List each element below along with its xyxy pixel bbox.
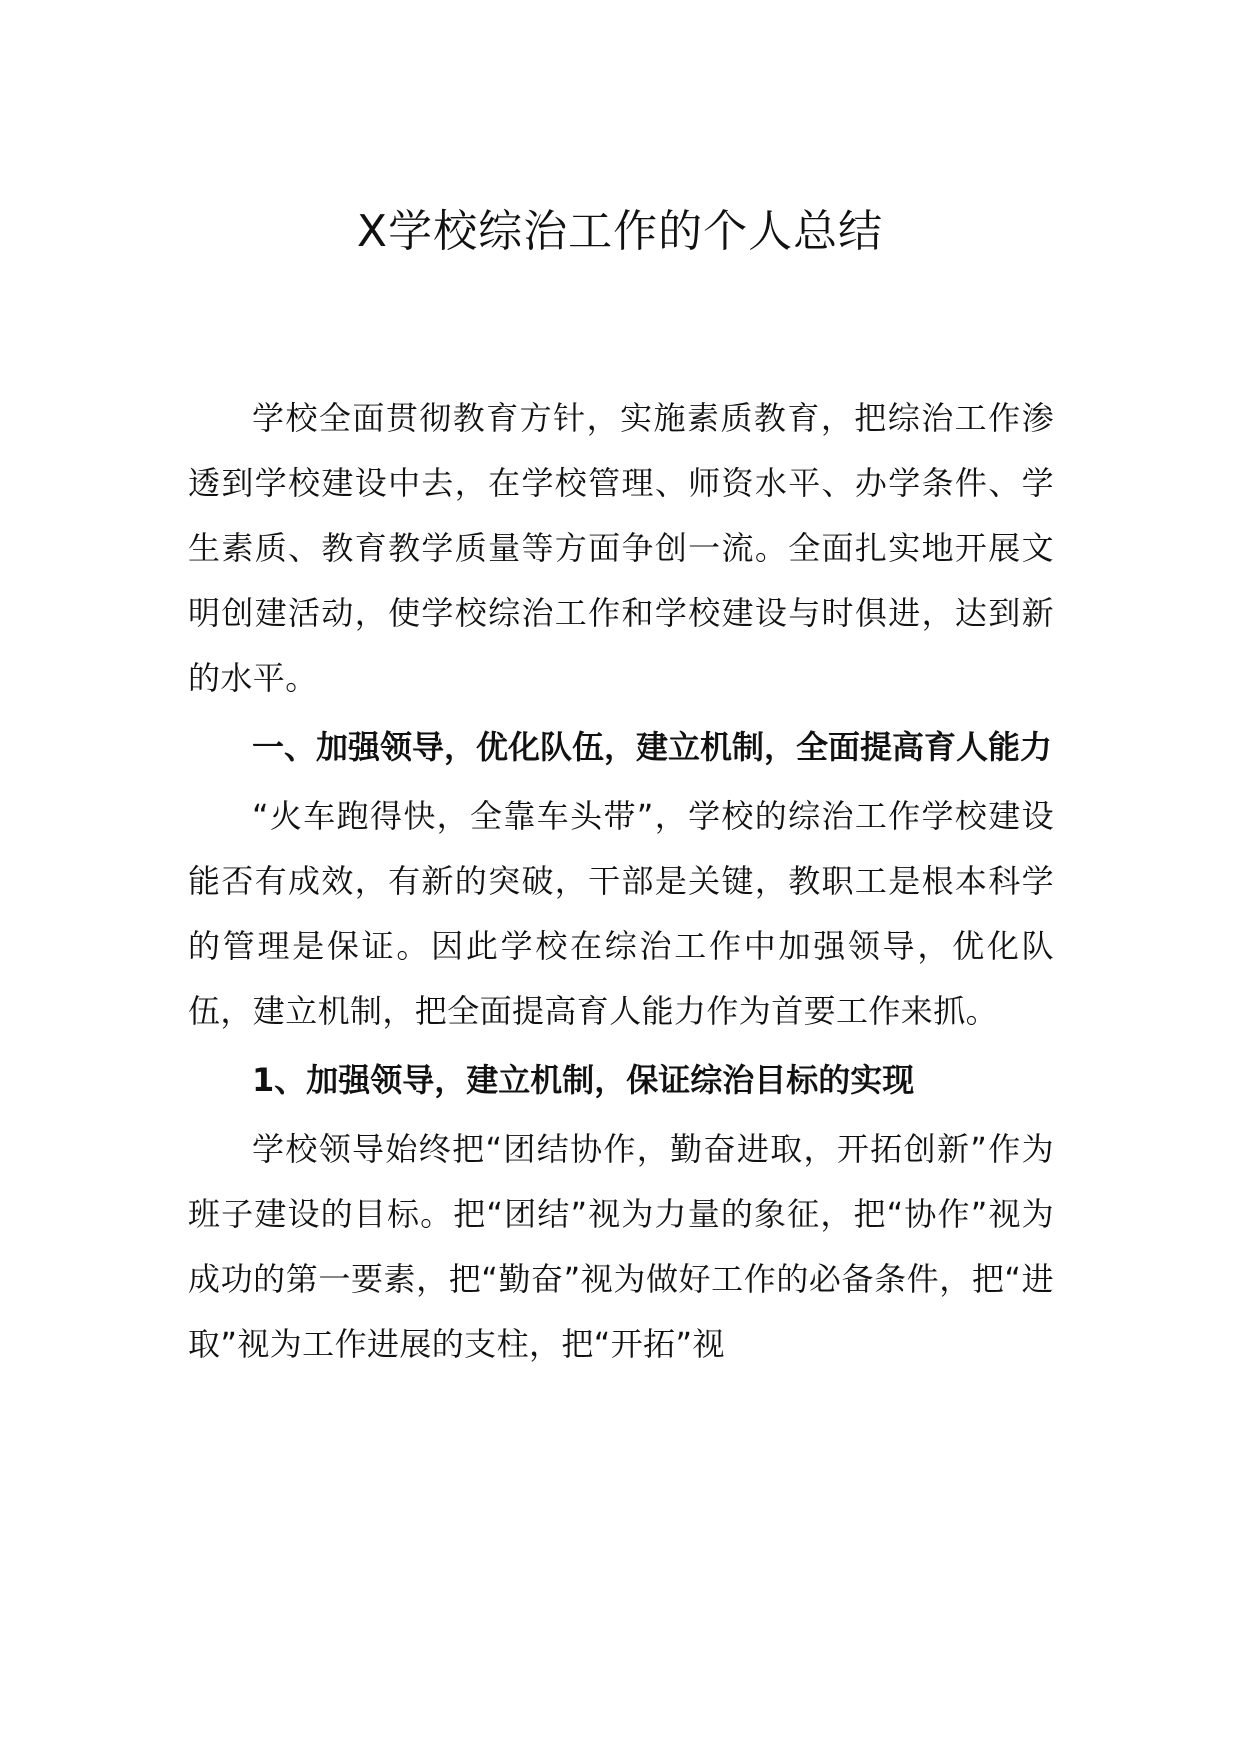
document-title: X学校综治工作的个人总结	[356, 206, 884, 257]
intro-paragraph: 学校全面贯彻教育方针，实施素质教育，把综治工作渗透到学校建设中去，在学校管理、师资水平、办学条件、学生素质、教育教学质量等方面争创一流。全面扎实地开展文明创建活动，使学校综治工作和学校建设与时俱进，达到新的水平。	[188, 399, 1054, 697]
section-1-paragraph: “火车跑得快，全靠车头带”，学校的综治工作学校建设能否有成效，有新的突破，干部是关键，教职工是根本科学的管理是保证。因此学校在综治工作中加强领导，优化队伍，建立机制，把全面提高育人能力作为首要工作来抓。	[188, 797, 1054, 1030]
section-heading-1: 一、加强领导，优化队伍，建立机制，全面提高育人能力	[252, 728, 1053, 766]
subsection-1-paragraph: 学校领导始终把“团结协作，勤奋进取，开拓创新”作为班子建设的目标。把“团结”视为力量的象征，把“协作”视为成功的第一要素，把“勤奋”视为做好工作的必备条件，把“进取”视为工作进展的支柱，把“开拓”视	[188, 1130, 1054, 1363]
subsection-heading-1: 1、加强领导，建立机制，保证综治目标的实现	[252, 1061, 915, 1099]
document-body	[188, 386, 1054, 1377]
